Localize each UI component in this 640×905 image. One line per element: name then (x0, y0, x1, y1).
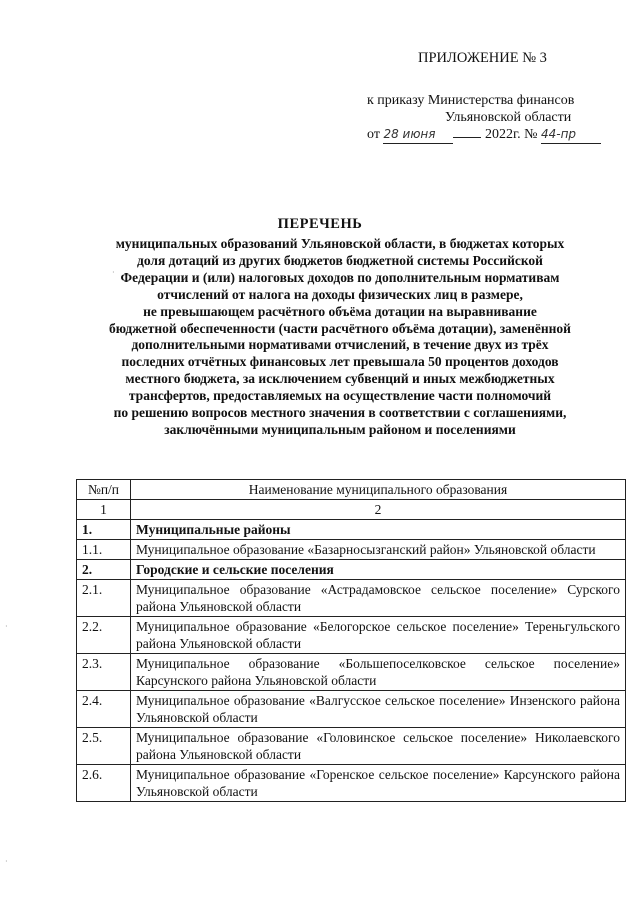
order-reference-line2: Ульяновской области (445, 110, 572, 125)
order-year: 2022г. № (484, 127, 538, 142)
table-section-row (77, 560, 626, 580)
row-number: 2.6. (77, 765, 131, 802)
order-reference-line1: к приказу Министерства финансов (367, 93, 575, 108)
description-line: бюджетной обеспеченности (части расчётного объёма дотации), заменённой (109, 320, 571, 336)
table-section-row (77, 520, 626, 540)
row-municipality-name: Муниципальное образование «Горенское сельское поселение» Карсунского района Ульяновской области (131, 765, 626, 802)
row-number: 2.1. (77, 580, 131, 617)
table-row (77, 540, 626, 560)
row-number: 2.3. (77, 654, 131, 691)
scan-speck: · (5, 857, 8, 866)
description-line: не превышающем расчётного объёма дотации на выравнивание (143, 303, 537, 319)
table-row (77, 580, 626, 617)
description-line: доля дотаций из других бюджетов бюджетной системы Российской (137, 252, 543, 268)
row-number: 2. (77, 560, 131, 580)
table-row (77, 617, 626, 654)
row-municipality-name: Муниципальное образование «Базарносызганский район» Ульяновской области (131, 540, 626, 560)
row-municipality-name: Муниципальное образование «Валгусское сельское поселение» Инзенского района Ульяновской области (131, 691, 626, 728)
table-row (77, 728, 626, 765)
row-municipality-name: Муниципальные районы (131, 520, 626, 540)
row-municipality-name: Городские и сельские поселения (131, 560, 626, 580)
row-number: 2.4. (77, 691, 131, 728)
date-blank-line (453, 137, 481, 138)
row-number: 1. (77, 520, 131, 540)
row-municipality-name: Муниципальное образование «Астрадамовское сельское поселение» Сурского района Ульяновской области (131, 580, 626, 617)
description-line: последних отчётных финансовых лет превышала 50 процентов доходов (121, 354, 559, 370)
row-number: 1.1. (77, 540, 131, 560)
document-description (70, 236, 610, 439)
appendix-title: ПРИЛОЖЕНИЕ № 3 (418, 50, 547, 66)
scan-speck: · (5, 622, 8, 631)
scan-speck: · (112, 268, 115, 277)
description-line: трансфертов, предоставляемых на осуществление части полномочий (128, 388, 552, 404)
date-prefix: от (367, 127, 380, 142)
row-number: 2.2. (77, 617, 131, 654)
header-number: №п/п (77, 480, 131, 500)
description-line: дополнительными нормативами отчислений, в течение двух из трёх (131, 337, 549, 353)
handwritten-date: 28 июня (383, 126, 453, 144)
municipalities-table (76, 479, 626, 802)
row-municipality-name: Муниципальное образование «Головинское сельское поселение» Николаевского района Ульяновской области (131, 728, 626, 765)
row-municipality-name: Муниципальное образование «Белогорское сельское поселение» Тереньгульского района Ульяновской области (131, 617, 626, 654)
row-number: 2.5. (77, 728, 131, 765)
header-name: Наименование муниципального образования (131, 480, 626, 500)
table-header-row (77, 480, 626, 500)
column-number-2: 2 (131, 500, 626, 520)
description-line: местного бюджета, за исключением субвенций и иных межбюджетных (125, 371, 555, 387)
table-row (77, 765, 626, 802)
table-row (77, 654, 626, 691)
column-numbers-row (77, 500, 626, 520)
order-date-line (367, 126, 601, 144)
document-title: ПЕРЕЧЕНЬ (277, 216, 363, 232)
description-line: заключёнными муниципальным районом и поселениями (164, 421, 516, 437)
handwritten-number: 44-пр (541, 126, 601, 144)
description-line: муниципальных образований Ульяновской области, в бюджетах которых (115, 236, 565, 251)
table-row (77, 691, 626, 728)
description-line: Федерации и (или) налоговых доходов по дополнительным нормативам (120, 269, 560, 285)
description-line: отчислений от налога на доходы физических лиц в размере, (157, 286, 523, 302)
description-line: по решению вопросов местного значения в соответствии с соглашениями, (113, 405, 567, 421)
column-number-1: 1 (77, 500, 131, 520)
row-municipality-name: Муниципальное образование «Большепоселковское сельское поселение» Карсунского района Ульяновской области (131, 654, 626, 691)
order-reference (367, 92, 601, 144)
table-body (77, 520, 626, 802)
